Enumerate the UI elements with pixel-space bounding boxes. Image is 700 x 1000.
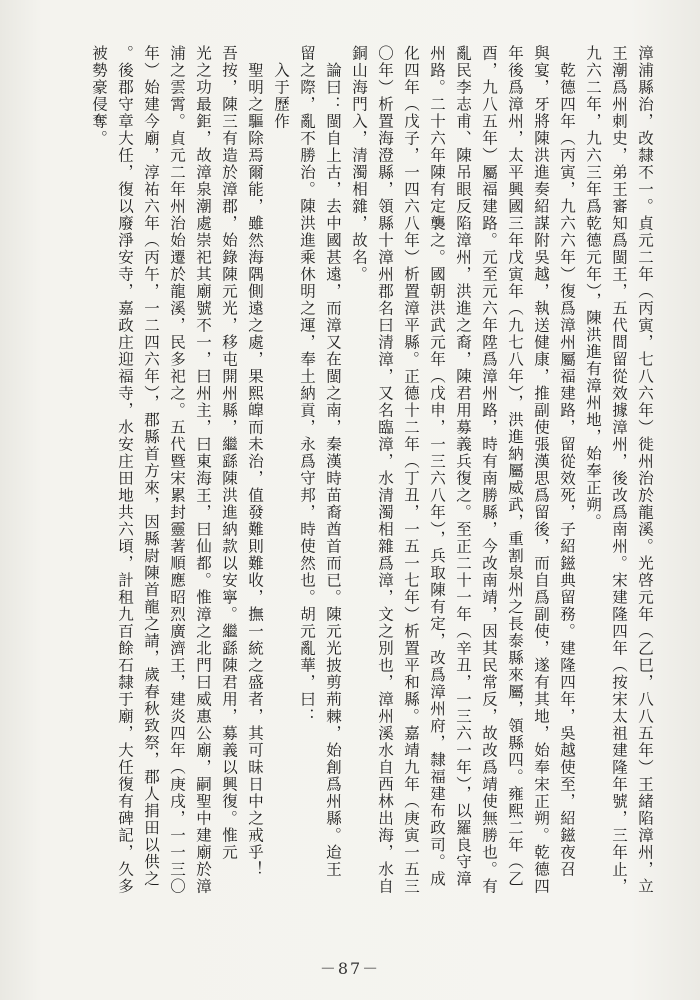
text-column: 化四年（戊子，一四六八年）析置漳平縣。正德十二年（丁丑，一五一七年）析置平和縣。嘉靖九年（庚寅一五三 bbox=[402, 45, 420, 895]
text-column: 九六二年，九六三年爲乾德元年），陳洪進有漳州地，始奉正朔。 bbox=[584, 45, 602, 531]
text-column: 〇年）析置海澄縣，領縣十漳州郡名曰清漳，又名臨漳，水清濁相雜爲漳，文之別也，漳州溪水自西林出海，水自 bbox=[376, 45, 394, 895]
text-column: 聖明之驅除焉爾能，雖然海隅側遠之處，果熙皥而未治，值發難則難收，撫一統之盛者，其可昧日中之戒乎！ bbox=[246, 45, 264, 878]
text-column: 亂民李志甫、陳吊眼反陷漳州，洪進之裔，陳君用募義兵復之。至正二十一年（辛丑，一三六一年），以羅良守漳 bbox=[454, 45, 472, 888]
text-column: 銅山海門入，清濁相雜，故名。 bbox=[350, 45, 368, 283]
text-column: 論曰：閩自上古，去中國甚遠，而漳又在閩之南，秦漢時苗裔酋首而已。陳元光披剪荊棘，始創爲州縣。迨王 bbox=[324, 45, 342, 878]
page-number: －87－ bbox=[319, 959, 381, 978]
text-column: 吾按，陳三有造於漳郡，始錄陳元光，移屯開州縣，繼繇陳洪進納款以安寧。繼繇陳君用，募義以興復。惟元 bbox=[220, 45, 238, 861]
text-column: 留之際，亂不勝治。陳洪進乘休明之運，奉土納貢，永爲守邦，時使然也。胡元亂華，曰： bbox=[298, 45, 316, 725]
text-column: 漳浦縣治，改隸不一。貞元二年（丙寅，七八六年）徙州治於龍溪。光啓元年（乙巳，八八五年）王緒陷漳州，立 bbox=[636, 45, 654, 895]
text-column: 。後郡守章大任，復以廢淨安寺，嘉政庄迎福寺，水安庄田地共六頃，計租九百餘石隸于廟，大任復有碑記，久多 bbox=[116, 45, 134, 895]
vertical-text-block bbox=[58, 45, 658, 915]
text-column: 州路。二十六年陳有定襲之。國朝洪武元年（戊申，一三六八年），兵取陳有定，改爲漳州府，隸福建布政司。成 bbox=[428, 45, 446, 888]
text-column: 被勢豪侵奪。 bbox=[90, 45, 108, 147]
text-column: 王潮爲州刺史，弟王審知爲閩王，五代間留從效據漳州，後改爲南州。宋建隆四年（按宋太祖建隆年號，三年止， bbox=[610, 45, 628, 895]
text-column: 入于歷作 bbox=[272, 45, 290, 130]
text-column: 年後爲漳州，太平興國三年戊寅年（九七八年），洪進納屬威武，重割泉州之長泰縣來屬，領縣四。雍熙二年（乙 bbox=[506, 45, 524, 888]
text-column: 浦之雲霄。貞元二年州治始遷於龍溪，民多祀之。五代暨宋累封靈著順應昭烈廣濟王，建炎四年（庚戌，一一三〇 bbox=[168, 45, 186, 895]
text-column: 年）始建今廟，淳祐六年（丙午，一二四六年），郡縣首方來，因縣尉陳首龍之請，歲春秋致祭，郡人捐田以供之 bbox=[142, 45, 160, 888]
text-column: 光之功最鉅，故漳泉潮處崇祀其廟號不一，曰州主，曰東海王，曰仙都。惟漳之北門曰威惠公廟，嗣聖中建廟於漳 bbox=[194, 45, 212, 895]
text-column: 與宴，牙將陳洪進奏紹謀附吳越，執送健康，推副使張漢思爲留後，而自爲副使，遂有其地，始奉宋正朔。乾德四 bbox=[532, 45, 550, 895]
text-column: 酉，九八五年）屬福建路。元至元六年陞爲漳州路，時有南勝縣，今改南靖，因其民常反，故改爲靖使無勝也。有 bbox=[480, 45, 498, 895]
text-column: 乾德四年（丙寅，九六六年）復爲漳州屬福建路，留從效死，子紹鎡典留務。建隆四年，吳越使至，紹鎡夜召 bbox=[558, 45, 576, 878]
